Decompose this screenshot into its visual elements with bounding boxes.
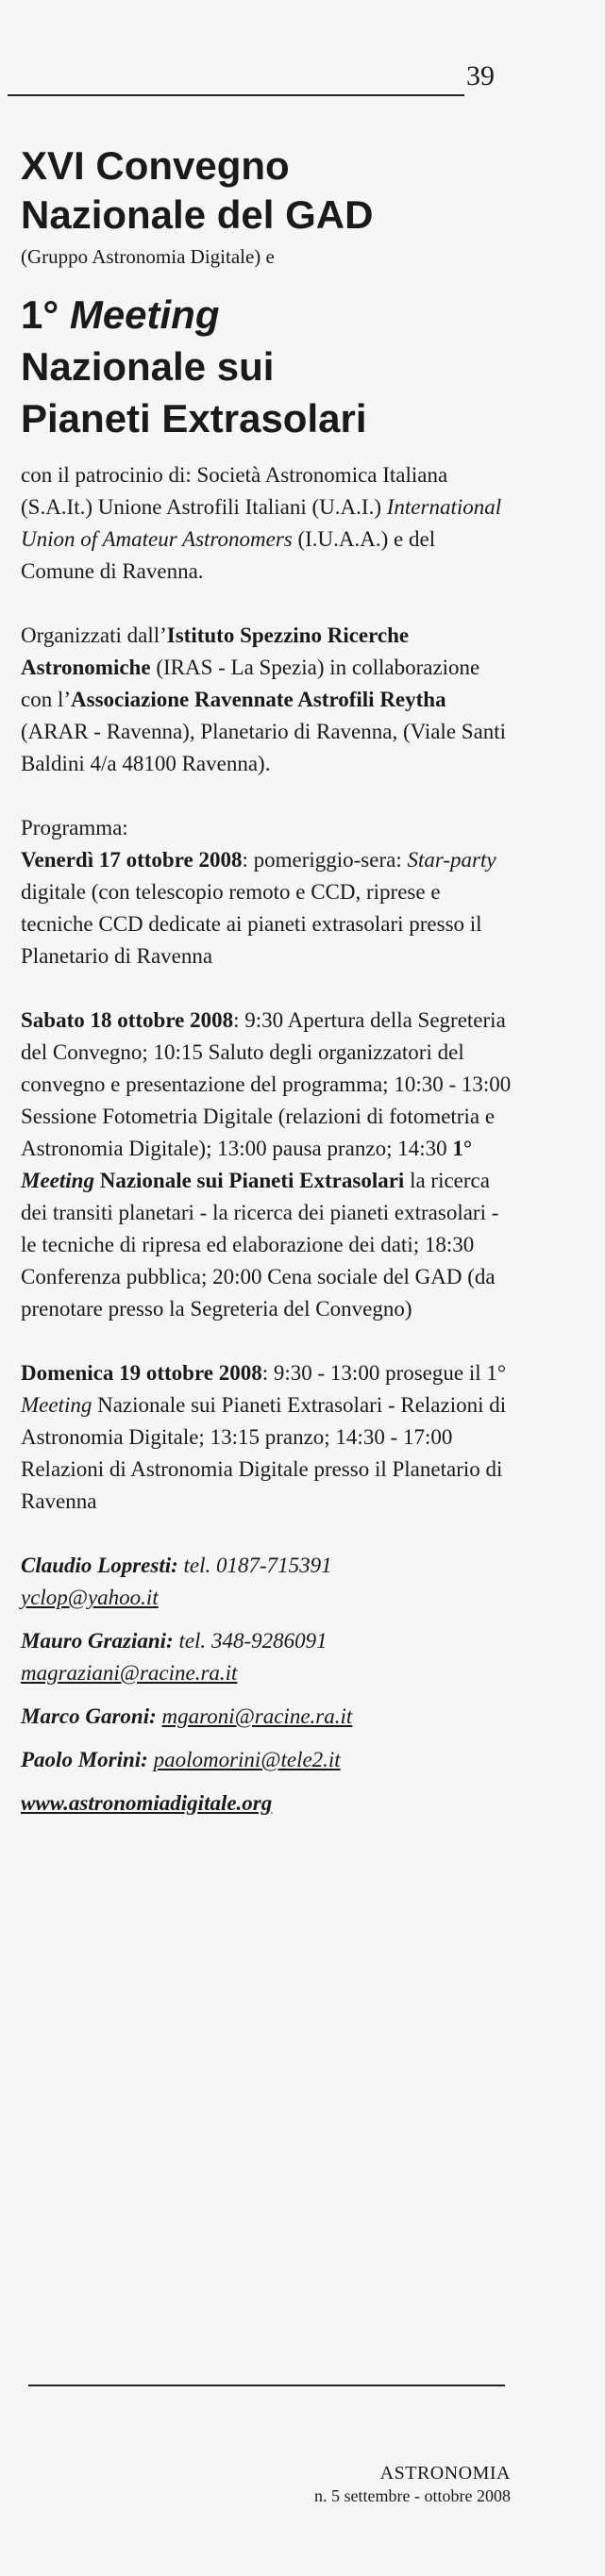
contact-email-link[interactable]: paolomorini@tele2.it	[153, 1748, 341, 1771]
article-subtitle: (Gruppo Astronomia Digitale) e	[21, 245, 275, 268]
friday-date: Venerdì 17 ottobre 2008	[21, 848, 243, 872]
saturday-bold-italic: Meeting	[21, 1169, 94, 1192]
contact-email-link[interactable]: yclop@yahoo.it	[21, 1586, 159, 1609]
contact-name: Paolo Morini:	[21, 1748, 148, 1771]
title-line-1: XVI Convegno	[21, 143, 290, 188]
saturday-text-1: : 9:30 Apertura della Segreteria del Convegno; 10:15 Saluto degli organizzatori del convegno e presentazione del programma; 10:30 - 13:00 Sessione Fotometria Digitale (relazioni di fotometria e Astronomia Digitale); 13:00 pausa pranzo; 14:30	[21, 1008, 512, 1160]
article-title	[21, 141, 512, 240]
friday-paragraph	[21, 812, 512, 972]
footer-issue: n. 5 settembre - ottobre 2008	[314, 2486, 511, 2505]
patronage-italic: International Union of Amateur Astronomers	[21, 495, 502, 551]
sunday-paragraph	[21, 1357, 512, 1518]
contact-name: Mauro Graziani:	[21, 1629, 174, 1653]
contact-tel-label: tel.	[177, 1554, 217, 1577]
sunday-text-2: Nazionale sui Pianeti Extrasolari - Relazioni di Astronomia Digitale; 13:15 pranzo; 14:30 - 17:00 Relazioni di Astronomia Digitale presso il Planetario di Ravenna	[21, 1393, 507, 1513]
title-line-2: Nazionale del GAD	[21, 192, 374, 237]
contact-email-link[interactable]: magraziani@racine.ra.it	[21, 1661, 238, 1685]
saturday-bold-2: Nazionale sui Pianeti Extrasolari	[93, 1169, 405, 1192]
organizers-paragraph	[21, 620, 512, 780]
contact-email-link[interactable]: mgaroni@racine.ra.it	[161, 1704, 353, 1728]
contact-morini	[21, 1744, 512, 1776]
header-rule	[8, 94, 464, 96]
meeting-title	[21, 289, 512, 444]
footer-magazine: ASTRONOMIA	[379, 2463, 511, 2484]
friday-text-1: : pomeriggio-sera:	[242, 848, 408, 872]
contact-name: Claudio Lopresti:	[21, 1554, 178, 1577]
page-footer	[314, 2462, 511, 2507]
website-link[interactable]: www.astronomiadigitale.org	[21, 1791, 273, 1815]
sunday-date: Domenica 19 ottobre 2008	[21, 1361, 262, 1385]
saturday-text-2: la ricerca dei transiti planetari - la ricerca dei pianeti extrasolari - le tecniche di ripresa ed elaborazione dei dati; 18:30 Conferenza pubblica; 20:00 Cena sociale del GAD (da prenotare presso la Segreteria del Convegno)	[21, 1169, 499, 1321]
contact-email-line	[21, 1657, 512, 1689]
contact-garoni	[21, 1701, 512, 1733]
saturday-date: Sabato 18 ottobre 2008	[21, 1008, 234, 1032]
friday-text-2: digitale (con telescopio remoto e CCD, riprese e tecniche CCD dedicate ai pianeti extrasolari presso il Planetario di Ravenna	[21, 880, 482, 968]
patronage-end: (I.U.A.A.) e del Comune di Ravenna.	[21, 527, 436, 583]
org-bold-2: Associazione Ravennate Astrofili Reytha	[71, 688, 446, 711]
patronage-text: con il patrocinio di: Società Astronomica Italiana (S.A.It.) Unione Astrofili Italiani (U.A.I.)	[21, 463, 448, 519]
meeting-line-2: Nazionale sui	[21, 344, 275, 389]
page-number: 39	[466, 60, 495, 91]
contact-lopresti	[21, 1550, 512, 1582]
contact-phone: 0187-715391	[216, 1554, 332, 1577]
meeting-prefix: 1°	[21, 292, 70, 337]
sunday-text-1: : 9:30 - 13:00 prosegue il 1°	[261, 1361, 507, 1385]
org-text-2: (IRAS - La Spezia) in collaborazione con l’	[21, 656, 480, 711]
bottom-rule	[28, 2385, 505, 2386]
saturday-bold-1: 1°	[452, 1137, 473, 1160]
org-text-1: Organizzati dall’	[21, 623, 167, 647]
contact-graziani	[21, 1625, 512, 1657]
saturday-paragraph	[21, 1005, 512, 1325]
patronage-paragraph	[21, 459, 512, 588]
program-label: Programma:	[21, 816, 128, 839]
org-bold-1: Istituto Spezzino Ricerche Astronomiche	[21, 623, 410, 679]
org-text-3: (ARAR - Ravenna), Planetario di Ravenna, (Viale Santi Baldini 4/a 48100 Ravenna).	[21, 720, 507, 775]
contact-tel-label: tel.	[173, 1629, 211, 1653]
contact-name: Marco Garoni:	[21, 1704, 157, 1728]
sunday-italic: Meeting	[21, 1393, 92, 1417]
meeting-italic: Meeting	[69, 292, 220, 337]
contacts-block	[21, 1550, 512, 1820]
contact-email-line	[21, 1582, 512, 1614]
meeting-line-3: Pianeti Extrasolari	[21, 396, 367, 440]
contact-phone: 348-9286091	[210, 1629, 328, 1653]
article	[21, 141, 512, 1820]
friday-italic: Star-party	[407, 848, 496, 872]
